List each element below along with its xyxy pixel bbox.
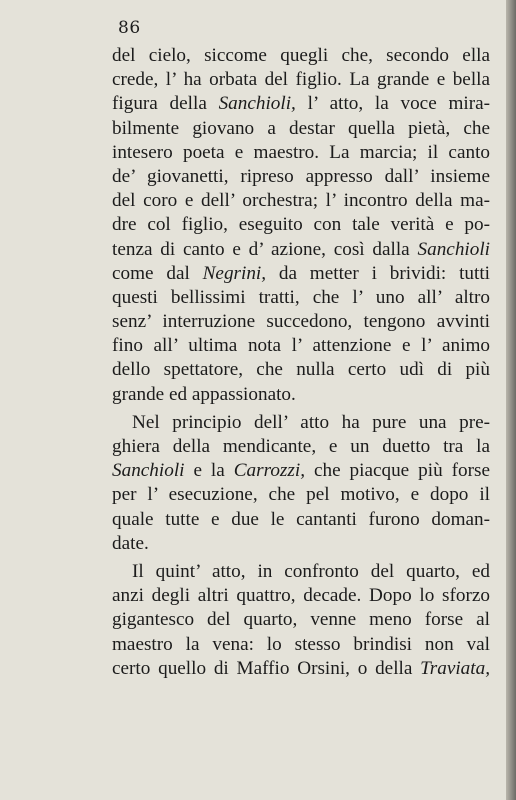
text-run: per l’ esecuzione, che pel motivo, e dopo il (112, 484, 490, 506)
body-text (112, 44, 490, 681)
text-line (112, 459, 490, 483)
text-run: Il quint’ atto, in confronto del quarto, ed (132, 560, 490, 582)
text-line (112, 92, 490, 116)
text-line (112, 608, 490, 632)
text-run: maestro la vena: lo stesso brindisi non val (112, 633, 490, 655)
text-run: dello spettatore, che nulla certo udì di più (112, 359, 490, 381)
text-run: certo quello di Maffio Orsini, o della (112, 657, 421, 679)
text-run: tenza di canto e d’ azione, così dalla (112, 238, 418, 260)
page-number: 86 (118, 18, 141, 38)
paragraph (112, 411, 490, 556)
text-run: che piacque più forse (305, 460, 490, 482)
text-line (112, 584, 490, 608)
text-line (112, 411, 490, 435)
text-run: bilmente giovano a destar quella pietà, che (112, 117, 490, 139)
text-run: de’ giovanetti, ripreso appresso dall’ insieme (112, 165, 490, 187)
text-line (112, 141, 490, 165)
text-line (112, 262, 490, 286)
text-line (112, 383, 490, 407)
text-run: e la (184, 460, 234, 482)
italic-name: Traviata, (420, 657, 490, 679)
paragraph (112, 560, 490, 681)
text-line (112, 117, 490, 141)
text-run: quale tutte e due le cantanti furono doman- (112, 508, 490, 530)
text-run: Nel principio dell’ atto ha pure una pre- (132, 411, 490, 433)
text-line (112, 68, 490, 92)
text-line (112, 334, 490, 358)
text-run: del cielo, siccome quegli che, secondo ella (112, 45, 490, 66)
text-run: da metter i brividi: tutti (266, 262, 490, 284)
text-line (112, 238, 490, 262)
text-run: grande ed appassionato. (112, 383, 296, 405)
text-line (112, 310, 490, 334)
text-line (112, 165, 490, 189)
text-line (112, 189, 490, 213)
text-run: gigantesco del quarto, venne meno forse al (112, 609, 490, 631)
text-run: crede, l’ ha orbata del figlio. La grande e bella (112, 69, 490, 91)
italic-name: Negrini, (202, 262, 267, 284)
text-run: fino all’ ultima nota l’ attenzione e l’ animo (112, 335, 490, 357)
text-line (112, 483, 490, 507)
text-line (112, 657, 490, 681)
text-line (112, 435, 490, 459)
page-edge-shadow (506, 0, 516, 800)
italic-name: Carrozzi, (233, 460, 305, 482)
text-run: anzi degli altri quattro, decade. Dopo lo sforzo (112, 585, 490, 607)
text-line (112, 213, 490, 237)
paragraph (112, 44, 490, 407)
italic-name: Sanchioli (112, 460, 185, 482)
italic-name: Sanchioli, (218, 93, 296, 115)
text-run: del coro e dell’ orchestra; l’ incontro della ma- (112, 190, 490, 212)
text-run: ghiera della mendicante, e un duetto tra la (112, 436, 490, 457)
text-line (112, 633, 490, 657)
text-run: figura della (112, 93, 219, 115)
text-line (112, 358, 490, 382)
text-line (112, 508, 490, 532)
text-run: l’ atto, la voce mira- (295, 93, 491, 115)
text-line (112, 286, 490, 310)
text-line (112, 532, 490, 556)
text-run: questi bellissimi tratti, che l’ uno all’ altro (112, 286, 490, 308)
text-line (112, 44, 490, 68)
text-line (112, 560, 490, 584)
italic-name: Sanchioli (417, 238, 490, 260)
text-run: dre col figlio, eseguito con tale verità e po- (112, 214, 490, 236)
text-run: come dal (112, 262, 203, 284)
text-run: date. (112, 532, 149, 554)
text-run: intesero poeta e maestro. La marcia; il canto (112, 141, 490, 163)
text-run: senz’ interruzione succedono, tengono avvinti (112, 311, 490, 333)
